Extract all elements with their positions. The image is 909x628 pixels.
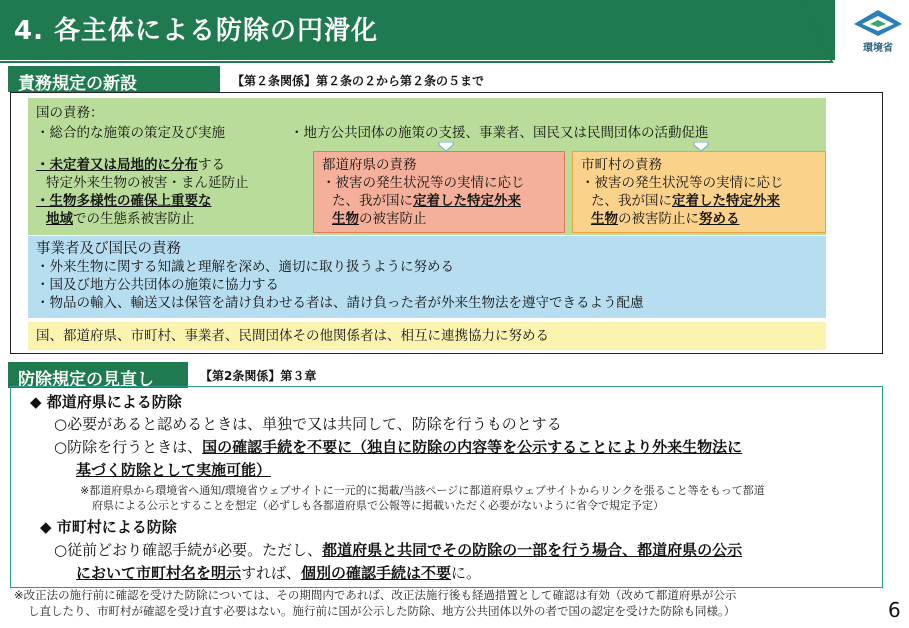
business-title: 事業者及び国民の責務: [36, 241, 181, 257]
business-duties-box: [28, 236, 826, 318]
prefecture-line-2-pre: た、我が国に: [332, 193, 413, 209]
prefecture-line-3: [332, 210, 427, 228]
prefecture-duties-box: [313, 151, 565, 233]
section-ref-control: 【第2条関係】第３章: [200, 369, 317, 383]
page-number: 6: [888, 598, 901, 622]
prefecture-control-line-2-pre: ○防除を行うときは、: [54, 438, 203, 456]
header-accent: [0, 0, 909, 64]
prefecture-line-3-bold: 生物: [332, 211, 359, 227]
municipality-control-line-1-pre: ○従前どおり確認手続が必要。ただし、: [54, 541, 323, 559]
prefecture-control-heading: ◆ 都道府県による防除: [30, 393, 182, 411]
prefecture-line-2: [332, 192, 521, 210]
national-line-1: ・総合的な施策の策定及び実施: [36, 125, 225, 141]
left-point-2-bold: ・生物多様性の確保上重要な: [36, 193, 212, 209]
footnote-line-2: し直したり、市町村が確認を受け直す必要はない。施行前に国が公示した防除、地方公共団体以外の者で国の認定を受けた防除も同様。）: [28, 604, 736, 618]
slide-header: [0, 0, 909, 60]
municipality-line-1: ・被害の発生状況等の実情に応じ: [581, 175, 784, 191]
municipality-line-2: [591, 192, 780, 210]
slide-title: 4. 各主体による防除の円滑化: [14, 16, 379, 46]
municipality-control-line-2-bold: において市町村名を明示: [76, 564, 242, 582]
municipality-control-heading: ◆ 市町村による防除: [40, 518, 177, 536]
section-heading-duties: 責務規定の新設: [8, 66, 220, 92]
left-point-1-bold: ・未定着又は局地的に分布: [36, 157, 198, 173]
national-title: 国の責務：: [36, 105, 104, 121]
municipality-duties-box: [572, 151, 826, 233]
business-line-2: ・国及び地方公共団体の施策に協力する: [36, 277, 279, 293]
prefecture-line-2-bold: 定着した特定外来: [413, 193, 521, 209]
left-point-1-rest: する: [198, 157, 225, 173]
prefecture-control-line-3-bold: 基づく防除として実施可能）: [76, 461, 272, 479]
left-point-1-line2: 特定外来生物の被害・まん延防止: [46, 175, 249, 191]
municipality-line-3: [591, 210, 740, 228]
section-heading-control: 防除規定の見直し: [8, 362, 188, 388]
prefecture-title: 都道府県の責務: [322, 157, 417, 173]
municipality-control-line-2-end: に。: [451, 564, 482, 582]
left-point-2-rest: での生態系被害防止: [73, 211, 195, 227]
ministry-emblem-icon: [850, 6, 906, 40]
prefecture-control-line-1: ○必要があると認めるときは、単独で又は共同して、防除を行うものとする: [54, 415, 562, 433]
left-point-1: [36, 156, 225, 174]
prefecture-control-line-3: [76, 460, 271, 480]
cooperation-text: 国、都道府県、市町村、事業者、民間団体その他関係者は、相互に連携協力に努める: [36, 328, 549, 344]
prefecture-note-2: 府県による公示とすることを想定（必ずしも各都道府県で公報等に掲載いただく必要がないように省令で規定予定）: [92, 499, 664, 512]
municipality-control-line-1-bold: 都道府県と共同でその防除の一部を行う場合、都道府県の公示: [322, 541, 743, 559]
footnote-line-1: ※改正法の施行前に確認を受けた防除については、その期間内であれば、改正法施行後も経過措置として確認は有効（改めて都道府県が公示: [14, 588, 737, 602]
municipality-line-3-bold: 生物: [591, 211, 618, 227]
logo-text: 環境省: [863, 43, 893, 54]
national-line-2: ・地方公共団体の施策の支援、事業者、国民又は民間団体の活動促進: [290, 125, 709, 141]
municipality-control-line-2: [76, 563, 481, 583]
left-point-2-bold2: 地域: [46, 211, 73, 227]
municipality-title: 市町村の責務: [581, 157, 662, 173]
prefecture-control-line-2: [54, 437, 742, 457]
section-ref-duties: 【第２条関係】第２条の２から第２条の５まで: [232, 74, 485, 88]
business-line-3: ・物品の輸入、輸送又は保管を請け負わせる者は、請け負った者が外来生物法を遵守できるよう配慮: [36, 295, 644, 311]
left-point-2: [36, 192, 212, 210]
municipality-line-3-bold2: 努める: [699, 211, 740, 227]
prefecture-control-line-2-bold: 国の確認手続を不要に（独自に防除の内容等を公示することにより外来生物法に: [202, 438, 743, 456]
ministry-logo: [850, 6, 906, 54]
left-point-2-line2: [46, 210, 195, 228]
municipality-control-line-2-bold2: 個別の確認手続は不要: [301, 564, 452, 582]
municipality-control-line-2-mid: すれば、: [241, 564, 302, 582]
prefecture-line-3-rest: の被害防止: [359, 211, 427, 227]
municipality-line-2-bold: 定着した特定外来: [672, 193, 780, 209]
cooperation-box: [28, 322, 826, 350]
business-line-1: ・外来生物に関する知識と理解を深め、適切に取り扱うように努める: [36, 259, 454, 275]
prefecture-line-1: ・被害の発生状況等の実情に応じ: [322, 175, 525, 191]
municipality-line-3-mid: の被害防止に: [618, 211, 699, 227]
prefecture-note-1: ※都道府県から環境省へ通知/環境省ウェブサイトに一元的に掲載/当該ページに都道府県ウェブサイトからリンクを張ること等をもって都道: [80, 484, 765, 497]
municipality-control-line-1: [54, 540, 742, 560]
municipality-line-2-pre: た、我が国に: [591, 193, 672, 209]
